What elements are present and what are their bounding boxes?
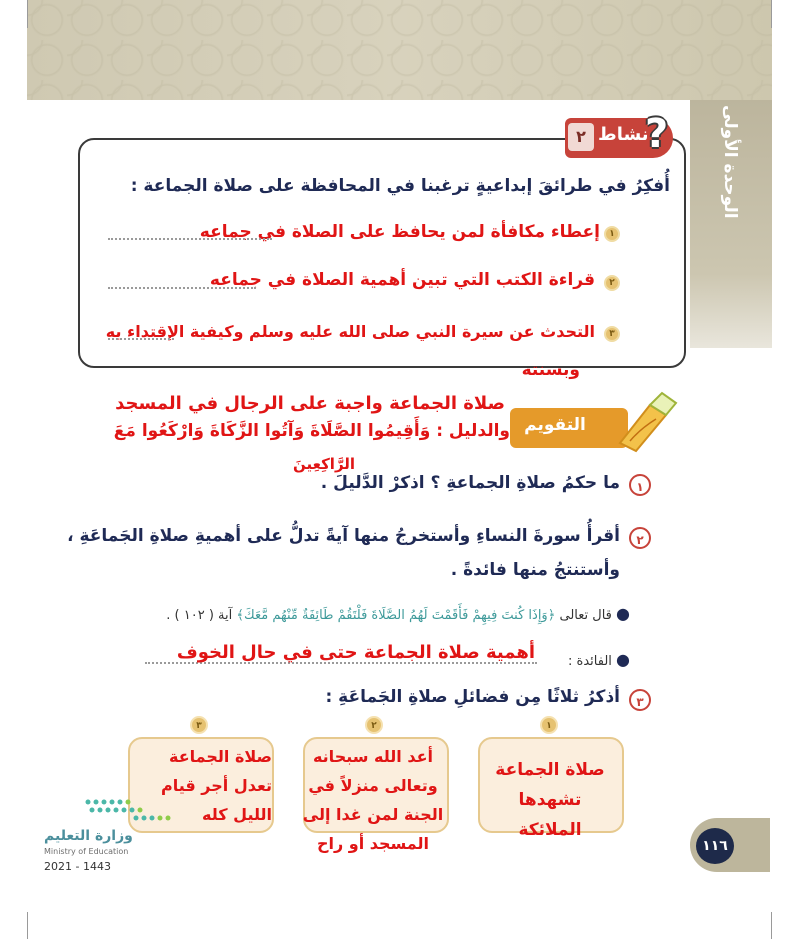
page-number: ١١٦ <box>696 828 734 864</box>
ministry-logo-icon <box>82 792 174 828</box>
crop-mark <box>771 912 772 939</box>
handwritten-evidence <box>20 421 510 441</box>
virtue-2-text <box>298 742 448 858</box>
question-number: ٣ <box>629 689 651 711</box>
answer-dotted-line <box>108 338 174 340</box>
activity-question: أُفكِرُ في طرائقَ إبداعيةٍ ترغبنا في المحافظة على صلاة الجماعة : <box>130 176 670 196</box>
bullet-icon: ● <box>616 604 630 623</box>
item-number-icon: ٣ <box>604 326 620 342</box>
activity-label: نشاط <box>598 124 649 145</box>
virtue-3-line: تعدل أجر قيام <box>160 776 272 795</box>
question-2: أقرأُ سورةَ النساءِ وأستخرجُ منها آيةً تدلُّ على أهميةِ صلاةِ الجَماعَةِ ، <box>67 526 620 546</box>
evidence-prefix: والدليل : <box>436 421 510 441</box>
item-number-icon: ٢ <box>604 275 620 291</box>
crop-mark <box>771 0 772 28</box>
question-1: ما حكمُ صلاةِ الجماعةِ ؟ اذكرْ الدَّليلَ . <box>320 473 620 493</box>
edition-year: 2021 - 1443 <box>44 860 111 873</box>
verse-suffix: آية ( ١٠٢ ) . <box>166 608 233 623</box>
pen-icon <box>610 385 690 453</box>
benefit-prefix: الفائدة : <box>568 654 612 669</box>
virtue-3-line: صلاة الجماعة <box>168 747 272 766</box>
ministry-name-ar: وزارة التعليم <box>44 828 133 844</box>
question-number: ٢ <box>629 527 651 549</box>
activity-answer-1: إعطاء مكافأة لمن يحافظ على الصلاة في جماعه <box>199 222 600 242</box>
card-number-icon: ٢ <box>365 716 383 734</box>
ministry-name-en: Ministry of Education <box>44 847 129 856</box>
benefit-answer: أهمية صلاة الجماعة حتى في حال الخوف <box>176 642 535 663</box>
answer-dotted-line <box>108 238 272 240</box>
virtue-2-line: وتعالى منزلاً في <box>308 776 438 795</box>
activity-number: ٢ <box>568 123 594 151</box>
evidence-verse: وَأَقِيمُوا الصَّلَاةَ وَآتُوا الزَّكَاةَ وَارْكَعُوا مَعَ <box>113 421 431 441</box>
virtue-2-line: أعد الله سبحانه <box>312 747 434 766</box>
header-pattern <box>27 0 772 100</box>
virtue-3-line: الليل كله <box>202 805 272 824</box>
evidence-verse-end: الرَّاكِعِينَ <box>293 455 356 473</box>
card-number-icon: ١ <box>540 716 558 734</box>
item-number-icon: ١ <box>604 226 620 242</box>
virtue-1-text: صلاة الجماعة تشهدها الملائكة <box>495 760 605 840</box>
question-3: أذكرُ ثلاثًا مِن فضائلِ صلاةِ الجَماعَةِ : <box>325 687 620 707</box>
crop-mark <box>27 912 28 939</box>
virtue-2-line: الجنة لمن غدا إلى <box>302 805 444 824</box>
activity-answer-3: التحدث عن سيرة النبي صلى الله عليه وسلم وكيفية الإقتداء به <box>105 322 595 341</box>
unit-label: الوحدة الأولى <box>720 105 740 219</box>
handwritten-ruling: صلاة الجماعة واجبة على الرجال في المسجد <box>115 393 505 414</box>
card-number-icon: ٣ <box>190 716 208 734</box>
crop-mark <box>27 0 28 28</box>
question-2-line-2: وأستنتجُ منها فائدةً . <box>450 560 620 580</box>
verse-text: ﴿وَإِذَا كُنتَ فِيهِمْ فَأَقَمْتَ لَهُمُ الصَّلَاةَ فَلْتَقُمْ طَائِفَةٌ مِّنْهُم مَّعَكَ﴾ <box>236 608 556 623</box>
question-mark-icon: ? <box>645 111 669 157</box>
benefit-prefix-wrap <box>545 650 630 669</box>
activity-answer-3-continued: وبسنته <box>521 360 580 380</box>
evaluation-label: التقويم <box>524 415 586 435</box>
question-number: ١ <box>629 474 651 496</box>
verse-prefix: قال تعالى <box>559 608 612 623</box>
verse-line <box>130 604 630 623</box>
answer-dotted-line <box>108 287 256 289</box>
bullet-icon: ● <box>616 650 630 669</box>
activity-answer-2: قراءة الكتب التي تبين أهمية الصلاة في جماعه <box>209 270 595 290</box>
virtue-2-line: المسجد أو راح <box>316 834 430 853</box>
